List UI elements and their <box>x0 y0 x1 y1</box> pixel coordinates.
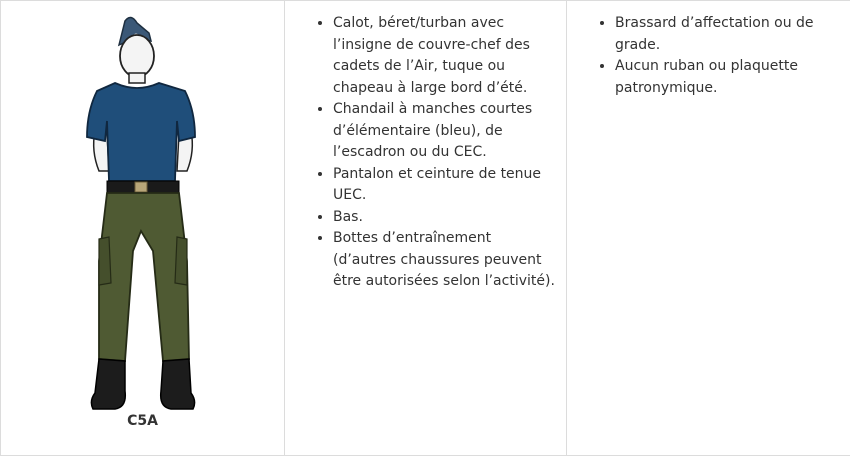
list-item: • Calot, béret/turban avec l’insigne de couvre-chef des cadets de l’Air, tuque ou chapeau à large bord d’été. <box>333 13 556 99</box>
dress-items-list <box>285 1 566 293</box>
list-item: • Bottes d’entraînement (d’autres chaussures peuvent être autorisées selon l’activité). <box>333 228 556 293</box>
list-item: • Pantalon et ceinture de tenue UEC. <box>333 164 556 207</box>
list-item: • Aucun ruban ou plaquette patronymique. <box>615 56 841 99</box>
notes-list <box>567 1 850 99</box>
list-item: • Chandail à manches courtes d’élémentaire (bleu), de l’escadron ou du CEC. <box>333 99 556 164</box>
list-item: • Brassard d’affectation ou de grade. <box>615 13 841 56</box>
table-row <box>1 1 850 456</box>
figure-cell <box>1 1 285 456</box>
dress-items-cell <box>285 1 567 456</box>
cadet-uniform-illustration <box>81 11 207 415</box>
figure-caption: C5A <box>127 413 158 429</box>
notes-cell <box>567 1 850 456</box>
head <box>120 35 154 77</box>
list-item: • Bas. <box>333 207 556 229</box>
boots <box>91 359 125 409</box>
